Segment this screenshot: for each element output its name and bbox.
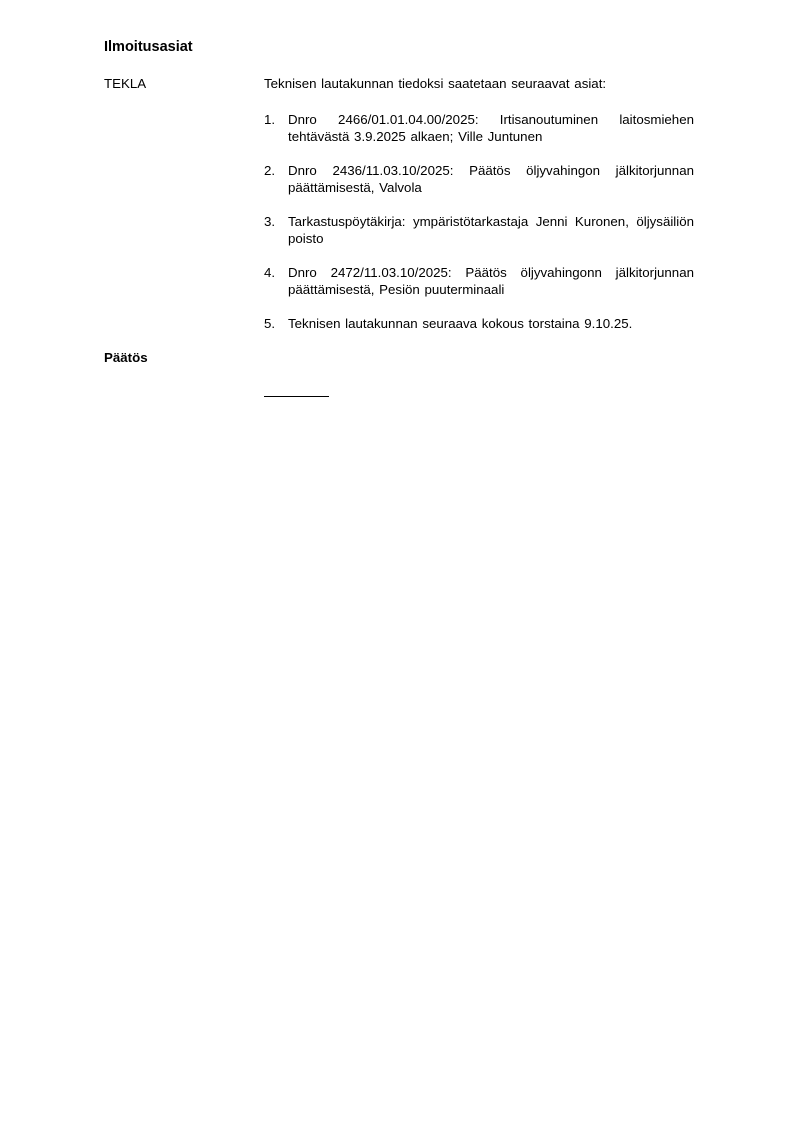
list-item-number: 4. <box>264 265 276 280</box>
list-item <box>264 315 694 332</box>
intro-text: Teknisen lautakunnan tiedoksi saatetaan seuraavat asiat: <box>264 76 607 91</box>
list-item-text: Dnro 2466/01.01.04.00/2025: Irtisanoutuminen laitosmiehen tehtävästä 3.9.2025 alkaen; Ville Juntunen <box>288 112 694 144</box>
list-item-text: Dnro 2472/11.03.10/2025: Päätös öljyvahingonn jälkitorjunnan päättämisestä, Pesiön puuterminaali <box>288 265 694 297</box>
list-item-text: Tarkastuspöytäkirja: ympäristötarkastaja Jenni Kuronen, öljysäiliön poisto <box>288 214 694 246</box>
sender-label: TEKLA <box>104 76 147 91</box>
list-item-number: 2. <box>264 163 276 178</box>
notice-list <box>264 111 694 349</box>
list-item-number: 3. <box>264 214 276 229</box>
list-item <box>264 213 694 247</box>
document-heading: Ilmoitusasiat <box>104 39 193 55</box>
list-item-text: Teknisen lautakunnan seuraava kokous torstaina 9.10.25. <box>288 316 633 331</box>
list-item <box>264 111 694 145</box>
list-item-number: 5. <box>264 316 276 331</box>
decision-label: Päätös <box>104 350 148 365</box>
list-item-number: 1. <box>264 112 276 127</box>
signature-line <box>264 396 329 397</box>
list-item-text: Dnro 2436/11.03.10/2025: Päätös öljyvahingon jälkitorjunnan päättämisestä, Valvola <box>288 163 694 195</box>
list-item <box>264 162 694 196</box>
list-item <box>264 264 694 298</box>
